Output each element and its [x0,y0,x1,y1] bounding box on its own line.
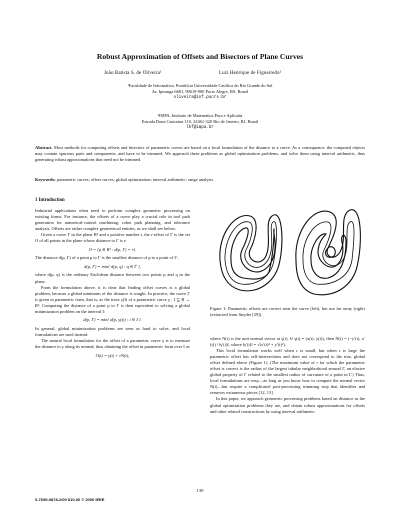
affiliation-1-line: Av. Ipiranga 6681, 90619-900 Porto Alegre, RS, Brazil [151,89,249,95]
paragraph: In general, global minimization problems are seen as hard to solve, and local formulations are used instead. [35,325,190,337]
equation-offset-set: O = {p ∈ R² : d(p, Γ) = r}. [88,246,137,252]
abstract [35,145,365,163]
affiliation-1 [0,83,400,101]
equation-distance: d(p, Γ) = min{ d(p, q) : q ∈ Γ }, [84,263,141,269]
base-curve [303,222,354,285]
figure-caption: Figure 1: Parametric offsets are correct near the curve (left), but not far away (right) (extracted from Snyder [29]). [210,306,365,318]
figure-right-panel [296,210,361,295]
copyright-footer: 0-7695-0878-2/00 $10.00 © 2000 IEEE [35,497,105,502]
right-column [210,336,365,415]
keywords-text: parametric curves; offset curves; global optimization; interval arithmetic; range analysis. [56,177,215,182]
section-heading: 1 Introduction [35,198,65,203]
abstract-text: Most methods for computing offsets and bisectors of parametric curves are based on a local formulation of the distance to a curve. As a consequence, the computed objects may contain spurious parts and components, and have to be trimmed. We approach these problems as global optimization problems, and solve them using interval arithmetic, thus generating robust approximations that need not be trimmed. [35,145,365,163]
affiliation-1-line: ¹Faculdade de Informática, Pontifícia Universidade Católica do Rio Grande do Sul [127,83,273,88]
affiliation-2-line: ²IMPA–Instituto de Matemática Pura e Aplicada [157,113,243,118]
paragraph: Given a curve Γ in the plane R² and a positive number r, the r-offset of Γ is the set O of all points in the plane whose distance to Γ is r: [35,232,190,244]
keywords [35,177,365,182]
paragraph: The natural local formulation for the offset of a parametric curve γ is to measure the distance to γ along its normal, thus obtaining the offset in parametric form over I as [35,337,190,349]
paragraph: In this paper, we approach geometric processing problems based on distance as the global optimization problems they are, and obtain robust approximations for offsets and other related constructions by using interval arithmetic. [210,396,365,414]
abstract-label: Abstract. [35,145,53,150]
affiliation-2 [0,113,400,131]
paper-title: Robust Approximation of Offsets and Bisectors of Plane Curves [96,52,304,61]
affiliation-2-line: Estrada Dona Castorina 110, 22461-320 Rio de Janeiro, RJ, Brazil [141,119,259,125]
author-2: Luiz Henrique de Figueiredo² [219,71,282,76]
equation-parametric-offset: O(t) = γ(t) + rN(t), [95,352,130,358]
email-2: lhf@impa.br [186,126,214,131]
page-number: 139 [196,488,204,493]
left-column [35,198,190,361]
paragraph: where d(p, q) is the ordinary Euclidean distance between two points p and q in the plane. [35,272,190,284]
author-1: João Batista S. de Oliveira¹ [104,71,162,76]
equation-min-distance: d(p, Γ) = min{ d(p, γ(t)) : t ∈ I }. [83,317,142,323]
paragraph: The distance d(p, Γ) of a point p to Γ is the smallest distance of p to a point of Γ: [35,255,179,261]
figure-1-offset-curves [210,198,365,304]
keywords-label: Keywords: [35,177,56,182]
base-curve [225,222,277,285]
paragraph: where N(t) is the unit normal vector at γ(t). If γ(t) = (x(t), y(t)), then N(t) = (−y′(t), x′(t)) / ‖γ′(t)‖, where ‖γ′(t)‖ = √(x′(t)² + y′(t)²). [210,336,365,348]
figure-left-panel [220,215,282,291]
paragraph: Industrial applications often need to perform complex geometric processing on existing forms. For instance, the offsets of a curve play a crucial role in tool path generation for numerical-control machining, robot path planning, and tolerance analysis. Offsets are rather complex geometrical entities, as we shall see below. [35,208,190,232]
paragraph: From the formulation above, it is clear that finding offset curves is a global problem, because a global minimum of the distance is sought. In practice, the curve Γ is given in parametric form, that is, as the trace γ(I) of a parametric curve γ : I ⊆ R → R². Computing the distance of a point p to Γ is then equivalent to solving a global minimization problem on the interval I: [35,284,190,314]
email-1: oliveira@inf.pucrs.br [173,96,227,101]
paragraph: This local formulation works well when r is small, but when r is large the parametric offset has self-intersections and does not correspond to the true, global offset defined above (Figure 1). (The maximum value of r for which the parametric offset is correct is the radius of the largest tubular neighborhood around Γ, an elusive global property of Γ related to the smallest radius of curvature of a point in Γ.) Thus, local formulations are easy—as long as you know how to compute the normal vector N(t)—but require a complicated post-processing trimming step that identifies and removes extraneous pieces [12, 13]. [210,348,365,396]
